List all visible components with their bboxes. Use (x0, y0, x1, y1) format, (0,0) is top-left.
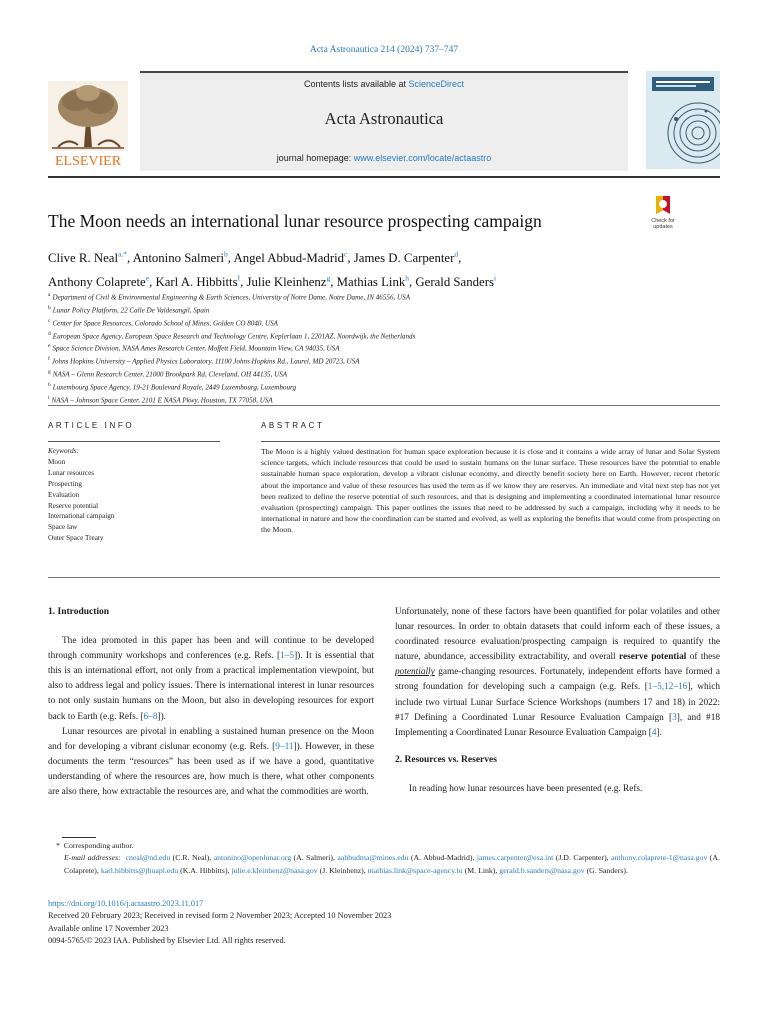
author-affiliation-link[interactable]: h (405, 273, 409, 283)
affiliation: $^a$ Department of Civil & Environmental Engineering & Earth Sciences, University of Notre Dame, Notre Dame, IN 46556, USA (48, 292, 411, 302)
check-for-updates-badge[interactable] (646, 192, 680, 232)
reference-link[interactable]: 9–11 (275, 741, 294, 752)
author-affiliation-link[interactable]: i (493, 273, 497, 283)
sciencedirect-link[interactable]: ScienceDirect (408, 79, 465, 89)
journal-homepage-link[interactable]: www.elsevier.com/locate/actaastro (353, 153, 492, 163)
publisher-name: ELSEVIER (54, 154, 122, 167)
affiliation: $^e$ Space Science Division, NASA Ames Research Center, Moffett Field, Mountain View, CA 94035, USA (48, 343, 340, 353)
keywords-label: Keywords: (48, 447, 79, 455)
body-left-column (48, 605, 374, 800)
affiliation: $^b$ Lunar Policy Platform, 22 Calle De Valdesangil, Spain (48, 304, 210, 315)
affiliation: $^i$ NASA – Johnson Space Center, 2101 E NASA Pkwy, Houston, TX 77058, USA (48, 394, 273, 405)
journal-citation[interactable]: Acta Astronautica 214 (2024) 737–747 (309, 45, 459, 55)
email-link[interactable]: aabbudma@mines.edu (337, 853, 409, 863)
affiliation: $^f$ Johns Hopkins University – Applied Physics Laboratory, 11100 Johns Hopkins Rd., Laurel, MD 20723, USA (48, 356, 360, 366)
section-heading-introduction: 1. Introduction (48, 607, 110, 617)
keyword: International campaign (48, 512, 115, 521)
affiliation-list (48, 290, 708, 406)
homepage-line: journal homepage: www.elsevier.com/locate/actaastro (276, 153, 492, 163)
email-link[interactable]: mathias.link@space-agency.lu (367, 865, 463, 875)
author-list (48, 245, 688, 292)
journal-cover-icon (646, 71, 720, 169)
author-affiliation-link[interactable]: e (145, 273, 150, 283)
section-heading-resources-vs-reserves: 2. Resources vs. Reserves (395, 754, 497, 765)
author: James D. Carpenter$^d$, (353, 250, 462, 266)
publication-info (48, 898, 720, 948)
keyword: Outer Space Treaty (48, 534, 104, 543)
crossmark-line2: updates (653, 224, 673, 230)
author: Antonino Salmeri$^b$, (132, 250, 234, 266)
author: Karl A. Hibbitts$^f$, (155, 273, 247, 289)
email-link[interactable]: anthony.colaprete-1@nasa.gov (611, 853, 708, 863)
affiliation: $^c$ Center for Space Resources, Colorado School of Mines, Golden CO 8040, USA (48, 317, 278, 328)
footnotes (48, 840, 720, 877)
journal-cover-thumbnail[interactable] (646, 71, 720, 169)
reference-link[interactable]: 1–5 (280, 651, 295, 662)
doi-link[interactable]: https://doi.org/10.1016/j.actaastro.2023.11.017 (48, 899, 204, 908)
email-addresses: E-mail addresses: cneal@nd.edu (C.R. Neal), antonino@openlunar.org (A. Salmeri), aabbudma@mines.edu (A. Abbud-Madrid), james.carpenter@esa.int (J.D. Carpenter), anthony.colaprete-1@nasa.gov (A. Colaprete), karl.hibbitts@jhuapl.edu (K.A. Hibbitts), julie.e.kleinhenz@nasa.gov (J. Kleinhenz), mathias.link@space-agency.lu (M. Link), gerald.b.sanders@nasa.gov (G. Sanders). (64, 853, 720, 875)
article-info-divider (48, 441, 220, 442)
elsevier-tree-icon (48, 81, 128, 167)
keyword: Moon (48, 457, 66, 466)
reference-link[interactable]: 4 (651, 727, 657, 738)
email-link[interactable]: karl.hibbitts@jhuapl.edu (100, 865, 179, 875)
paragraph: In reading how lunar resources have been presented (e.g. Refs. (409, 783, 643, 794)
publication-history: Received 20 February 2023; Received in revised form 2 November 2023; Accepted 10 November 2023 (48, 911, 392, 921)
email-link[interactable]: julie.e.kleinhenz@nasa.gov (231, 865, 318, 875)
author-affiliation-link[interactable]: d (454, 250, 459, 259)
affiliation: $^h$ Luxembourg Space Agency, 19-21 Boulevard Royale, 2449 Luxembourg, Luxembourg (48, 382, 297, 392)
corresponding-author-note: * Corresponding author. (56, 841, 134, 850)
keyword: Evaluation (48, 490, 80, 499)
journal-masthead (48, 71, 628, 169)
author: Anthony Colaprete$^e$, (48, 273, 156, 289)
abstract-divider (261, 441, 720, 442)
email-link[interactable]: cneal@nd.edu (125, 853, 171, 863)
keyword: Lunar resources (48, 468, 95, 477)
body-right-column (395, 605, 720, 797)
copyright-notice: 0094-5765/© 2023 IAA. Published by Elsevier Ltd. All rights reserved. (48, 936, 286, 946)
keyword: Reserve potential (48, 501, 99, 510)
author: Clive R. Neal$^{a,*}$, (48, 250, 133, 266)
affiliation: $^d$ European Space Agency, European Space Research and Technology Centre, Keplerlaan 1, 2201AZ, Noordwijk, the Netherlands (48, 330, 416, 340)
keyword: Prospecting (48, 479, 82, 488)
author-affiliation-link[interactable]: f (237, 273, 241, 283)
section-divider (48, 405, 720, 406)
abstract-text: The Moon is a highly valued destination for human space exploration because it is close and it contains a wide array of lunar and Solar System science targets, which include resources that could be used to sustain humans on the lunar surface. These resources have the potential to enable sustainable human space exploration, develop a vibrant cislunar economy, and directly benefit society here on Earth. However, recent rhetoric about the importance and value of these resources has used the term as if we know they are reserves. An immediate and vital next step has not yet been realized to define the reserve potential of such resources, and that is designing and implementing a coordinated international lunar resource evaluation (prospecting) campaign. This paper outlines the issues that need to be addressed by such a campaign, including why it needs to be international in nature and how the coordination can be started and evolved, as well as exploring the benefits that would come from prospecting on the Moon. (261, 447, 720, 535)
footnote-divider (62, 837, 96, 838)
author: Gerald Sanders$^i$ (415, 273, 497, 289)
masthead-divider (48, 176, 720, 178)
abstract-heading: ABSTRACT (261, 421, 325, 430)
journal-banner (140, 71, 628, 171)
reference-link[interactable]: 1–5,12–16 (647, 682, 688, 693)
paragraph: Unfortunately, none of these factors have been quantified for polar volatiles and other lunar resources. In order to obtain datasets that could inform each of these issues, a coordinated resource evaluation/prospecting campaign is required to quantify the nature, abundance, accessibility extractability, and overall reserve potential of these potentially game-changing resources. Fortunately, independent efforts have formed a strong foundation for developing such a campaign (e.g. Refs. [1–5,12–16], which include two virtual Lunar Surface Science Workshops (numbers 17 and 18) in 2022: #17 Defining a Coordinated Lunar Resource Evaluation Campaign [3], and #18 Implementing a Coordinated Lunar Resource Evaluation Campaign [4]. (395, 607, 721, 738)
reference-link[interactable]: 6–8 (143, 711, 158, 722)
author-affiliation-link[interactable]: c (344, 250, 348, 259)
affiliation: $^g$ NASA – Glenn Research Center, 21000 Brookpark Rd, Cleveland, OH 44135, USA (48, 369, 288, 379)
author-affiliation-link[interactable]: a,* (118, 250, 127, 259)
email-link[interactable]: gerald.b.sanders@nasa.gov (499, 865, 585, 875)
author-affiliation-link[interactable]: b (224, 250, 228, 259)
abstract-bottom-divider (48, 577, 720, 578)
author-affiliation-link[interactable]: g (326, 273, 331, 283)
crossmark-line1: Check for (651, 218, 675, 224)
paragraph: Lunar resources are pivotal in enabling a sustained human presence on the Moon and for developing a vibrant cislunar economy (e.g. Refs. [9–11]). However, in these documents the term “resources” has been used as if we have a good, quantitative understanding of where the resources are, how much is there, what other components are also there, how extractable the resources are, and what the commodities are worth. (48, 726, 374, 798)
keyword: Space law (48, 523, 78, 532)
keyword-list (48, 446, 228, 544)
author: Angel Abbud-Madrid$^c$, (233, 250, 354, 266)
contents-line: Contents lists available at ScienceDirect (303, 79, 465, 89)
elsevier-logo[interactable] (48, 81, 128, 167)
email-link[interactable]: james.carpenter@esa.int (476, 853, 554, 863)
paragraph: The idea promoted in this paper has been and will continue to be developed through community workshops and conferences (e.g. Refs. [1–5]). It is essential that this is an international effort, not only from a practical implementation viewpoint, but also to address legal and policy issues. There is international interest in lunar resources to not only sustain humans on the Moon, but also in developing resources for export back to Earth (e.g. Refs. [6–8]). (48, 636, 374, 722)
online-date: Available online 17 November 2023 (48, 923, 169, 933)
paper-title: The Moon needs an international lunar resource prospecting campaign (48, 211, 542, 231)
crossmark-icon (646, 192, 680, 232)
article-info-heading: ARTICLE INFO (48, 421, 135, 430)
reference-link[interactable]: 3 (672, 712, 677, 723)
author: Julie Kleinhenz$^g$, (246, 273, 337, 289)
journal-name: Acta Astronautica (324, 109, 444, 128)
author: Mathias Link$^h$, (336, 273, 416, 289)
email-link[interactable]: antonino@openlunar.org (213, 853, 292, 863)
